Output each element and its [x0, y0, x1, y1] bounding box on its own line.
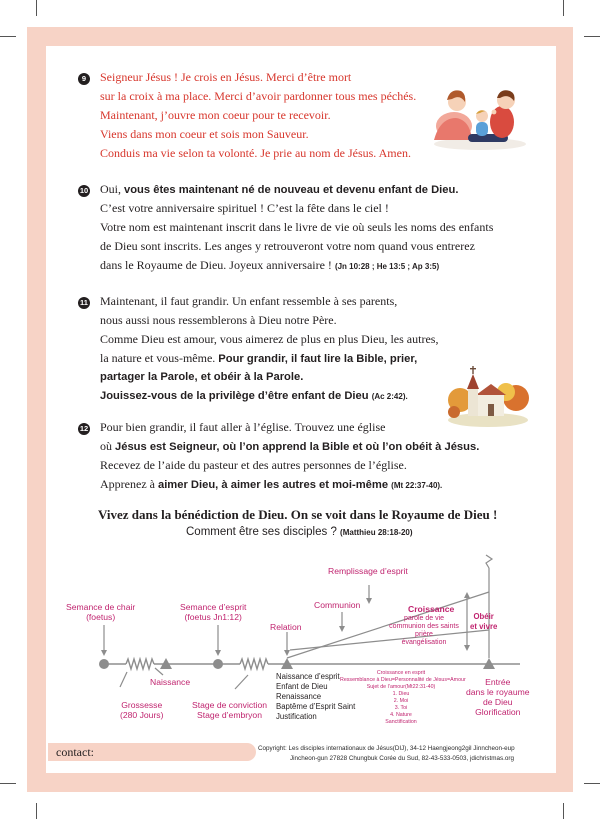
label-entree: Entrée dans le royaume de Dieu Glorification [466, 677, 530, 717]
copyright-line-1: Copyright: Les disciples internationaux de Jésus(DIJ), 34-12 Haengjeong2gil Jinncheon-eup [258, 745, 515, 752]
label-stage: Stage de conviction Stage d’embryon [192, 700, 268, 720]
closing-heading: Vivez dans la bénédiction de Dieu. On se voit dans le Royaume de Dieu ! [98, 507, 498, 522]
label-communion: Communion [314, 600, 361, 610]
section12-line-4: Apprenez à aimer Dieu, à aimer les autres et moi-même (Mt 22:37-40). [100, 477, 443, 491]
arrow-stem [235, 675, 248, 689]
section11-line-1: Maintenant, il faut grandir. Un enfant ressemble à ses parents, [100, 294, 398, 308]
section-number-11: 11 [78, 297, 90, 309]
label-naissance: Naissance [150, 677, 191, 687]
arrow-head [101, 650, 107, 656]
timeline-dot [99, 659, 109, 669]
label-remplissage: Remplissage d’esprit [328, 566, 408, 576]
section11-line-3: Comme Dieu est amour, vous aimerez de plus en plus Dieu, les autres, [100, 332, 439, 346]
arrow-head [215, 650, 221, 656]
timeline-dot [213, 659, 223, 669]
section-number-10: 10 [79, 186, 89, 195]
label-obeir: Obéir et vivre [470, 612, 498, 631]
contact-box [48, 743, 256, 761]
croissance-items: parole de vie communion des saints prière évangélisation [389, 615, 459, 646]
section11-line-2: nous aussi nous ressemblerons à Dieu notre Père. [100, 313, 337, 327]
section12-line-3: Recevez de l’aide du pasteur et des autres personnes de l’église. [100, 458, 407, 472]
section10-line-5: dans le Royaume de Dieu. Joyeux anniversaire ! (Jn 10:28 ; He 13:5 ; Ap 3:5) [100, 258, 440, 272]
section10-line-1: Oui, vous êtes maintenant né de nouveau et devenu enfant de Dieu. [100, 182, 459, 196]
arrow-head [284, 650, 290, 656]
label-grossesse: Grossesse (280 Jours) [120, 700, 164, 720]
timeline-spring [240, 659, 268, 669]
arrow-head [464, 592, 470, 598]
arrow-head [339, 626, 345, 632]
label-relation: Relation [270, 622, 302, 632]
prayer-line-3: Maintenant, j’ouvre mon coeur pour te recevoir. [100, 108, 331, 122]
arrow-stem [155, 668, 163, 675]
section10-line-3: Votre nom est maintenant inscrit dans le livre de vie où seuls les noms des enfants [100, 220, 494, 234]
section12-line-1: Pour bien grandir, il faut aller à l’église. Trouvez une église [100, 420, 386, 434]
timeline-spring [126, 659, 154, 669]
prayer-line-1: Seigneur Jésus ! Je crois en Jésus. Merci d’être mort [100, 70, 352, 84]
arrow-stem [120, 672, 127, 687]
prayer-line-4: Viens dans mon coeur et sois mon Sauveur. [100, 127, 309, 141]
section11-line-5: partager la Parole, et obéir à la Parole. [100, 371, 304, 383]
prayer-line-5: Conduis ma vie selon ta volonté. Je prie au nom de Jésus. Amen. [100, 146, 411, 160]
closing-subtitle: Comment être ses disciples ? (Matthieu 28:18-20) [186, 526, 413, 538]
prayer-line-2: sur la croix à ma place. Merci d’avoir pardonner tous mes péchés. [100, 89, 417, 103]
relation-items: Naissance d’esprit Enfant de Dieu Renaissance Baptême d’Esprit Saint Justification [276, 672, 356, 721]
growth-zigzag [486, 555, 492, 568]
label-croissance: Croissance [408, 604, 455, 614]
section11-line-4: la nature et vous-même. Pour grandir, il faut lire la Bible, prier, [100, 351, 418, 365]
section11-line-6: Jouissez-vous de la privilège d’être enfant de Dieu (Ac 2:42). [100, 390, 408, 402]
contact-label: contact: [56, 745, 94, 759]
section12-line-2: où Jésus est Seigneur, où l’on apprend la Bible et où l’on obéit à Jésus. [100, 439, 480, 453]
copyright-line-2: Jincheon-gun 27828 Chungbuk Corée du Sud, 82-43-533-0503, jdichristmas.org [290, 755, 515, 762]
croissance-esprit-list: Croissance en esprit Ressemblance à Dieu=Personnalité de Jésus=Amour Sujet de l’amour(Mt22:31-40) 1. Dieu 2. Moi 3. Toi 4. Nature Sanctification [340, 670, 466, 725]
arrow-head [366, 598, 372, 604]
label-semence-esprit: Semance d’esprit (foetus Jn1:12) [180, 602, 247, 622]
section-number-9: 9 [78, 73, 90, 85]
section10-line-4: de Dieu sont inscrits. Les anges y retrouveront votre nom quand vous entrerez [100, 239, 475, 253]
section-number-12: 12 [79, 424, 89, 433]
label-semence-chair: Semance de chair (foetus) [66, 602, 136, 622]
section10-line-2: C’est votre anniversaire spirituel ! C’est la fête dans le ciel ! [100, 201, 389, 215]
